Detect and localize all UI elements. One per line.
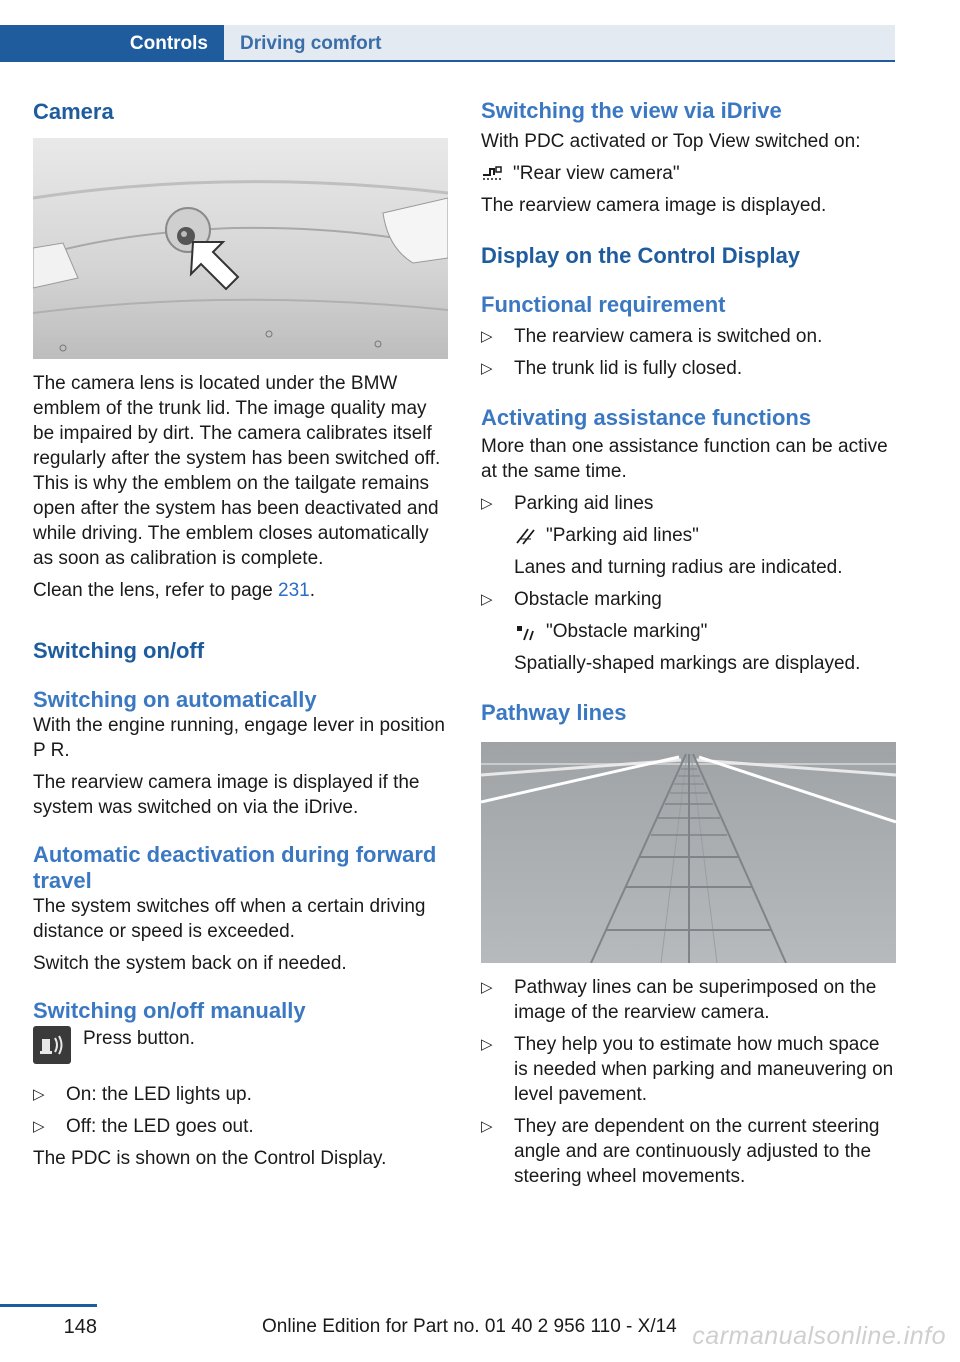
obstacle-menu-label: "Obstacle marking" bbox=[546, 621, 708, 642]
list-item-obstacle bbox=[481, 587, 896, 676]
list-item-parking-aid bbox=[481, 491, 896, 580]
obstacle-marking-icon bbox=[514, 623, 536, 641]
auto-off-heading: Automatic deactivation during forward travel bbox=[33, 842, 437, 893]
auto-off-text-1: The system switches off when a certain driving distance or speed is exceeded. bbox=[33, 896, 426, 942]
pathway-lines-illustration bbox=[481, 742, 896, 963]
parking-aid-description: Lanes and turning radius are indicated. bbox=[514, 557, 843, 578]
camera-photo bbox=[33, 138, 448, 359]
left-column bbox=[33, 98, 448, 1171]
list-item: ▷ Pathway lines can be superimposed on the image of the rearview camera. bbox=[481, 975, 896, 1025]
list-item: ▷ They are dependent on the current steering angle and are continuously adjusted to the steering wheel movements. bbox=[481, 1114, 896, 1189]
pathway-lines-image bbox=[481, 742, 896, 963]
right-column bbox=[481, 98, 896, 1189]
edition-note: Online Edition for Part no. 01 40 2 956 110 - X/14 bbox=[262, 1316, 677, 1337]
page-reference-link[interactable]: 231 bbox=[278, 580, 310, 601]
clean-lens-period: . bbox=[309, 580, 316, 601]
pdc-display-note: The PDC is shown on the Control Display. bbox=[33, 1148, 387, 1169]
rear-camera-command bbox=[481, 161, 896, 186]
camera-heading: Camera bbox=[33, 99, 114, 124]
list-item: ▷ Off: the LED goes out. bbox=[33, 1114, 448, 1139]
auto-on-text-2: The rearview camera image is displayed if the system was switched on via the iDrive. bbox=[33, 772, 420, 818]
section-tab-controls[interactable]: Controls bbox=[0, 25, 224, 62]
rear-camera-icon bbox=[481, 165, 503, 183]
obstacle-title: ▷ Obstacle marking bbox=[514, 589, 662, 610]
auto-on-text-1: With the engine running, engage lever in position P R. bbox=[33, 715, 445, 761]
list-item: ▷ The trunk lid is fully closed. bbox=[481, 356, 896, 381]
watermark: carmanualsonline.info bbox=[692, 1322, 946, 1350]
led-status-list bbox=[33, 1082, 448, 1139]
assistance-heading: Activating assistance functions bbox=[481, 405, 812, 430]
page-number: 148 bbox=[63, 1316, 97, 1338]
section-tab-driving-comfort[interactable]: Driving comfort bbox=[224, 25, 895, 62]
clean-lens-text: Clean the lens, refer to page bbox=[33, 580, 279, 601]
assistance-list bbox=[481, 491, 896, 676]
pdc-button-icon bbox=[33, 1026, 71, 1064]
trunk-camera-illustration bbox=[33, 138, 448, 359]
press-button-row bbox=[33, 1026, 448, 1064]
obstacle-description: Spatially-shaped markings are displayed. bbox=[514, 653, 861, 674]
parking-aid-title: ▷ Parking aid lines bbox=[514, 493, 654, 514]
parking-aid-lines-icon bbox=[514, 527, 536, 545]
switching-heading: Switching on/off bbox=[33, 638, 205, 663]
auto-off-text-2: Switch the system back on if needed. bbox=[33, 953, 347, 974]
press-button-text: Press button. bbox=[83, 1028, 195, 1049]
manual-heading: Switching on/off manually bbox=[33, 998, 306, 1023]
list-item: ▷ On: the LED lights up. bbox=[33, 1082, 448, 1107]
display-heading: Display on the Control Display bbox=[481, 243, 801, 268]
parking-aid-command bbox=[514, 523, 896, 548]
camera-description: The camera lens is located under the BMW emblem of the trunk lid. The image quality may be impaired by dirt. The camera calibrates itself regularly after the system has been switched off. This is why the emblem on the tailgate remains open after the system has been deactivated and while driving. The emblem closes automatically as soon as calibration is complete. bbox=[33, 373, 441, 569]
parking-aid-menu-label: "Parking aid lines" bbox=[546, 525, 699, 546]
view-text: With PDC activated or Top View switched on: bbox=[481, 131, 861, 152]
clean-lens-note bbox=[33, 578, 448, 603]
list-item: ▷ The rearview camera is switched on. bbox=[481, 324, 896, 349]
footer-divider bbox=[0, 1304, 97, 1307]
view-result: The rearview camera image is displayed. bbox=[481, 195, 827, 216]
assistance-text: More than one assistance function can be active at the same time. bbox=[481, 436, 888, 482]
page-header bbox=[0, 0, 895, 62]
rear-camera-menu-label: "Rear view camera" bbox=[513, 163, 680, 184]
obstacle-command bbox=[514, 619, 896, 644]
view-heading: Switching the view via iDrive bbox=[481, 98, 782, 123]
header-divider bbox=[0, 60, 895, 62]
pathway-heading: Pathway lines bbox=[481, 700, 627, 725]
list-item: ▷ They help you to estimate how much space is needed when parking and maneuvering on level pavement. bbox=[481, 1032, 896, 1107]
functional-requirement-heading: Functional requirement bbox=[481, 292, 726, 317]
auto-on-heading: Switching on automatically bbox=[33, 687, 317, 712]
pathway-list bbox=[481, 975, 896, 1189]
functional-requirement-list bbox=[481, 324, 896, 381]
